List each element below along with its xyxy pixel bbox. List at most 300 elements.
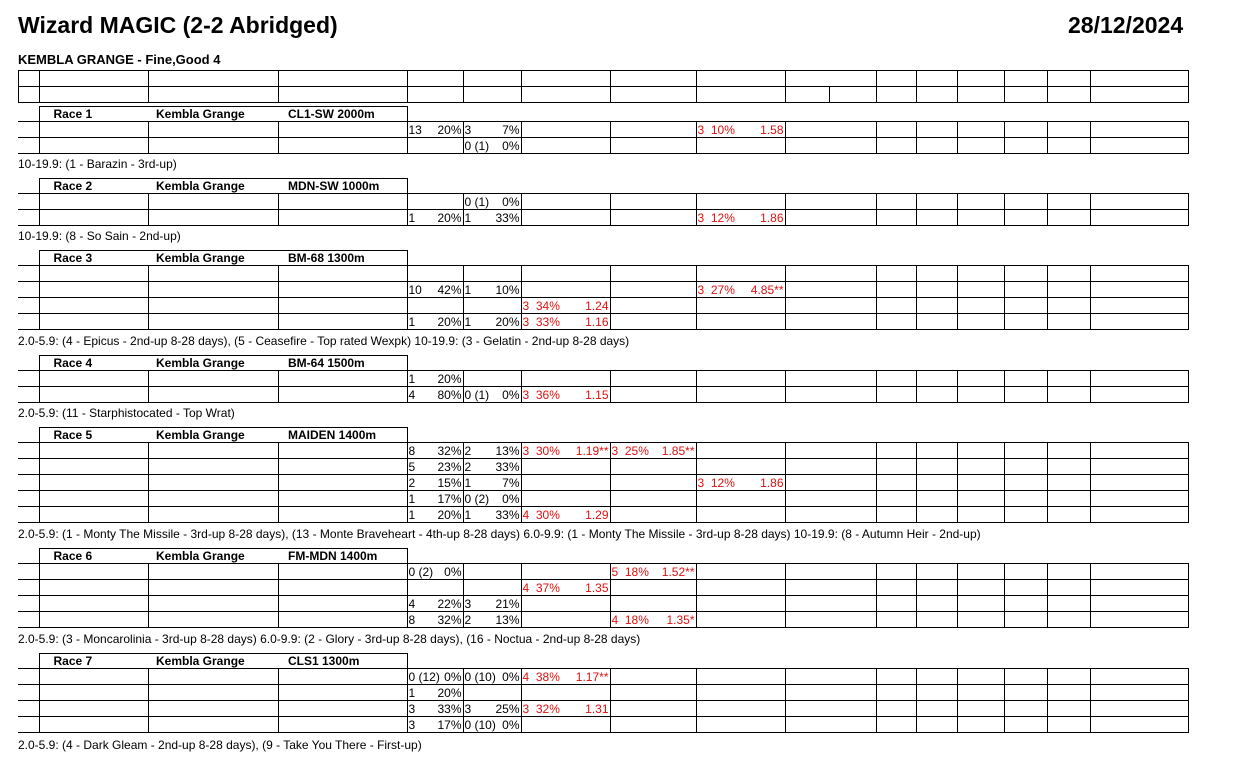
dist-count [1090,564,1132,580]
tab-number [18,612,39,628]
runners-table [18,668,1189,733]
race-header-row [18,356,407,371]
race-note: 10-19.9: (1 - Barazin - 3rd-up) [18,157,177,171]
dist-pct [1132,194,1188,210]
dist-count [1090,266,1132,282]
runners-table [18,121,1189,154]
eodds-pm [785,701,829,717]
header-tj-6-9 [464,71,522,87]
jockey [148,612,278,628]
race-header [18,548,408,563]
odds-change [876,387,916,403]
header-magic-10-19 [697,71,786,87]
magic-10-19-stat: 3 12% [697,210,735,225]
cycle-rfs [957,122,1004,138]
dist-pct [1132,564,1188,580]
jockey [148,701,278,717]
magic-2-5 [521,298,610,314]
rating-wmhe [916,210,957,226]
trjk-2-5-runs: 8 [408,612,416,627]
race-header [18,355,408,370]
race-header-pad [18,179,39,194]
magic-10-19 [696,371,785,387]
rating-wmhe [916,580,957,596]
horse-name [39,701,148,717]
rating-wmhe [916,717,957,733]
odds-change [876,266,916,282]
odds-change [876,314,916,330]
race-header [18,178,408,193]
odds-change [876,282,916,298]
trjk-6-9 [463,387,521,403]
magic-2-5 [521,491,610,507]
trjk-2-5 [407,443,463,459]
runner-row [18,122,1188,138]
header-magic-2-5 [522,71,611,87]
eodds-am [829,210,876,226]
runner-row [18,314,1188,330]
rating-wmhe [916,266,957,282]
dist-pct [1132,298,1188,314]
dist-pct [1132,475,1188,491]
header-eodds [786,71,877,87]
trainer [278,701,407,717]
trjk-2-5-runs: 1 [408,371,416,386]
runners-table [18,442,1189,523]
tab-number [18,314,39,330]
dist-count [1090,210,1132,226]
magic-2-5 [521,138,610,154]
magic-6-9 [610,459,696,475]
odds-change [876,443,916,459]
magic-6-9 [610,491,696,507]
trjk-2-5-pct: 23% [437,459,462,474]
tab-number [18,298,39,314]
trjk-fil-neg [1047,475,1090,491]
trjk-2-5-pct: 20% [437,210,462,225]
dist-pct [1132,701,1188,717]
horse-name [39,596,148,612]
header-cycle [958,71,1005,87]
cycle-rfs [957,491,1004,507]
magic-10-19 [696,612,785,628]
trainer [278,371,407,387]
runner-row [18,491,1188,507]
runner-row [18,387,1188,403]
trjk-6-9-pct: 0% [502,387,520,402]
dist-pct [1132,266,1188,282]
trjk-fil-neg [1047,138,1090,154]
header-dist [1091,71,1189,87]
jockey [148,596,278,612]
trainer [278,580,407,596]
rating-wmhe [916,507,957,523]
magic-10-19 [696,475,785,491]
runners-table [18,370,1189,403]
rating-wmhe [916,612,957,628]
eodds-am [829,685,876,701]
dist-count [1090,314,1132,330]
switch [1004,298,1047,314]
race-note: 2.0-5.9: (3 - Moncarolinia - 3rd-up 8-28 days) 6.0-9.9: (2 - Glory - 3rd-up 8-28 days), (16 - Noctua - 2nd-up 8-28 days) [18,632,641,646]
trjk-6-9 [463,475,521,491]
horse-name [39,475,148,491]
trjk-6-9 [463,210,521,226]
trjk-2-5-pct: 17% [437,717,462,732]
runner-row [18,210,1188,226]
eodds-am [829,443,876,459]
odds-change [876,491,916,507]
trainer [278,387,407,403]
header-jockey [149,71,279,87]
magic-6-9 [610,387,696,403]
dist-pct [1132,314,1188,330]
trjk-2-5 [407,685,463,701]
magic-6-9 [610,564,696,580]
odds-change [876,475,916,491]
header-odds [877,71,917,87]
header-sub [697,87,786,103]
eodds-am [829,564,876,580]
trjk-2-5 [407,507,463,523]
cycle-rfs [957,314,1004,330]
odds-change [876,210,916,226]
trjk-fil-neg [1047,298,1090,314]
magic-2-5 [521,122,610,138]
rating-wmhe [916,122,957,138]
race-header [18,427,408,442]
trjk-6-9-pct: 13% [495,612,520,627]
trjk-2-5-pct: 80% [437,387,462,402]
magic-10-19 [696,564,785,580]
trjk-6-9-pct: 0% [502,138,520,153]
jockey [148,669,278,685]
eodds-am [829,387,876,403]
header-trjk [1048,71,1091,87]
rating-wmhe [916,314,957,330]
odds-change [876,194,916,210]
trjk-6-9-runs: 3 [464,596,472,611]
odds-change [876,459,916,475]
tab-number [18,717,39,733]
trainer [278,443,407,459]
runner-row [18,717,1188,733]
trjk-fil-neg [1047,580,1090,596]
rating-wmhe [916,491,957,507]
magic-6-9 [610,266,696,282]
header-empty [1091,87,1189,103]
trjk-2-5-runs: 0 (12) [408,669,440,684]
switch [1004,459,1047,475]
trjk-2-5-runs: 1 [408,491,416,506]
magic-10-19 [696,194,785,210]
magic-2-5-stat: 4 38% [522,669,560,684]
magic-2-5 [521,459,610,475]
tab-number [18,266,39,282]
tab-number [18,475,39,491]
dist-pct [1132,459,1188,475]
trjk-2-5 [407,564,463,580]
jockey [148,282,278,298]
cycle-rfs [957,266,1004,282]
trjk-2-5 [407,194,463,210]
horse-name [39,443,148,459]
header-empty [40,87,149,103]
jockey [148,459,278,475]
race-class: BM-64 1500m [278,356,407,371]
eodds-am [829,138,876,154]
header-tab [19,71,40,87]
trjk-6-9-pct: 20% [495,314,520,329]
meeting-date: 28/12/2024 [1068,12,1184,38]
race-header-row [18,549,407,564]
trjk-2-5 [407,475,463,491]
switch [1004,266,1047,282]
odds-change [876,596,916,612]
dist-count [1090,612,1132,628]
tab-number [18,387,39,403]
dist-pct [1132,612,1188,628]
trjk-fil-neg [1047,122,1090,138]
magic-6-9-stat: 3 25% [611,443,649,458]
trjk-fil-neg [1047,387,1090,403]
switch [1004,314,1047,330]
odds-change [876,685,916,701]
magic-6-9 [610,475,696,491]
rating-wmhe [916,443,957,459]
trjk-2-5-runs: 5 [408,459,416,474]
horse-name [39,210,148,226]
magic-6-9 [610,194,696,210]
rating-wmhe [916,371,957,387]
race-header [18,106,408,121]
tab-number [18,282,39,298]
eodds-am [829,266,876,282]
eodds-pm [785,459,829,475]
trjk-2-5-pct: 20% [437,507,462,522]
header-sub [1048,87,1091,103]
magic-2-5-odds: 1.31 [585,701,609,716]
magic-6-9 [610,669,696,685]
trjk-6-9 [463,596,521,612]
eodds-am [829,122,876,138]
eodds-am [829,669,876,685]
trainer [278,612,407,628]
trjk-2-5 [407,298,463,314]
trjk-6-9 [463,717,521,733]
eodds-am [829,298,876,314]
header-sub [877,87,917,103]
horse-name [39,507,148,523]
cycle-rfs [957,669,1004,685]
trjk-6-9 [463,298,521,314]
trjk-6-9-pct: 7% [502,475,520,490]
trjk-6-9-runs: 0 (1) [464,138,490,153]
magic-2-5-stat: 3 34% [522,298,560,313]
magic-6-9 [610,580,696,596]
trainer [278,122,407,138]
cycle-rfs [957,387,1004,403]
trjk-6-9 [463,138,521,154]
magic-2-5 [521,564,610,580]
magic-2-5 [521,314,610,330]
horse-name [39,122,148,138]
horse-name [39,717,148,733]
cycle-rfs [957,371,1004,387]
race-header-row [18,428,407,443]
trjk-fil-neg [1047,669,1090,685]
header-row-2 [19,87,1189,103]
magic-6-9 [610,298,696,314]
header-magic-6-9 [611,71,697,87]
jockey [148,717,278,733]
runner-row [18,138,1188,154]
magic-2-5-odds: 1.19** [575,443,609,458]
magic-2-5 [521,443,610,459]
trainer [278,138,407,154]
trjk-6-9-runs: 2 [464,443,472,458]
dist-count [1090,443,1132,459]
trjk-fil-neg [1047,266,1090,282]
race-header [18,653,408,668]
trjk-2-5 [407,266,463,282]
trjk-6-9-pct: 10% [495,282,520,297]
race-label: Race 5 [39,428,148,443]
trjk-6-9-pct: 0% [502,669,520,684]
magic-10-19 [696,138,785,154]
magic-2-5 [521,580,610,596]
trjk-6-9 [463,194,521,210]
trjk-2-5 [407,138,463,154]
jockey [148,138,278,154]
magic-10-19-odds: 4.85** [750,282,784,297]
magic-2-5 [521,475,610,491]
cycle-rfs [957,210,1004,226]
trjk-6-9 [463,507,521,523]
magic-2-5-odds: 1.24 [585,298,609,313]
runner-row [18,564,1188,580]
dist-count [1090,194,1132,210]
magic-2-5-odds: 1.29 [585,507,609,522]
runner-row [18,507,1188,523]
jockey [148,298,278,314]
magic-10-19 [696,387,785,403]
trjk-2-5 [407,459,463,475]
jockey [148,387,278,403]
runners-table [18,193,1189,226]
runner-row [18,282,1188,298]
trjk-6-9 [463,685,521,701]
switch [1004,138,1047,154]
race-venue: Kembla Grange [148,251,278,266]
magic-6-9 [610,138,696,154]
trjk-2-5-runs: 2 [408,475,416,490]
race-venue: Kembla Grange [148,549,278,564]
switch [1004,701,1047,717]
trjk-2-5-runs: 1 [408,507,416,522]
trjk-2-5-runs: 13 [408,122,422,137]
eodds-pm [785,298,829,314]
header-rating [917,71,958,87]
trjk-2-5-pct: 15% [437,475,462,490]
eodds-am [829,580,876,596]
cycle-rfs [957,685,1004,701]
trainer [278,194,407,210]
magic-2-5-stat: 4 37% [522,580,560,595]
switch [1004,210,1047,226]
magic-10-19-odds: 1.58 [760,122,784,137]
cycle-rfs [957,717,1004,733]
rating-wmhe [916,459,957,475]
trjk-2-5 [407,122,463,138]
trainer [278,282,407,298]
horse-name [39,564,148,580]
magic-10-19-odds: 1.86 [760,475,784,490]
race-header-pad [18,654,39,669]
race-venue: Kembla Grange [148,654,278,669]
eodds-pm [785,580,829,596]
race-header-row [18,179,407,194]
eodds-pm [785,717,829,733]
odds-change [876,701,916,717]
trjk-2-5 [407,701,463,717]
magic-2-5 [521,266,610,282]
eodds-am [829,717,876,733]
trjk-2-5-runs: 3 [408,717,416,732]
trainer [278,669,407,685]
trjk-6-9-pct: 0% [502,717,520,732]
race-class: BM-68 1300m [278,251,407,266]
horse-name [39,314,148,330]
race-label: Race 4 [39,356,148,371]
horse-name [39,266,148,282]
trjk-2-5-runs: 0 (2) [408,564,434,579]
jockey [148,685,278,701]
switch [1004,612,1047,628]
eodds-am [829,371,876,387]
dist-pct [1132,669,1188,685]
magic-2-5-stat: 3 32% [522,701,560,716]
magic-10-19 [696,459,785,475]
dist-count [1090,459,1132,475]
trjk-6-9-runs: 0 (2) [464,491,490,506]
trjk-2-5 [407,612,463,628]
magic-6-9 [610,596,696,612]
horse-name [39,138,148,154]
dist-count [1090,580,1132,596]
header-row-1 [19,71,1189,87]
dist-count [1090,475,1132,491]
eodds-pm [785,685,829,701]
switch [1004,475,1047,491]
runner-row [18,194,1188,210]
column-header [18,70,1189,103]
runner-row [18,459,1188,475]
horse-name [39,491,148,507]
runner-row [18,612,1188,628]
race-class: FM-MDN 1400m [278,549,407,564]
magic-2-5 [521,371,610,387]
rating-wmhe [916,475,957,491]
tab-number [18,491,39,507]
odds-change [876,122,916,138]
race-note: 2.0-5.9: (4 - Dark Gleam - 2nd-up 8-28 days), (9 - Take You There - First-up) [18,738,422,752]
dist-pct [1132,387,1188,403]
magic-10-19 [696,685,785,701]
switch [1004,564,1047,580]
magic-2-5-odds: 1.17** [575,669,609,684]
header-sub [830,87,877,103]
